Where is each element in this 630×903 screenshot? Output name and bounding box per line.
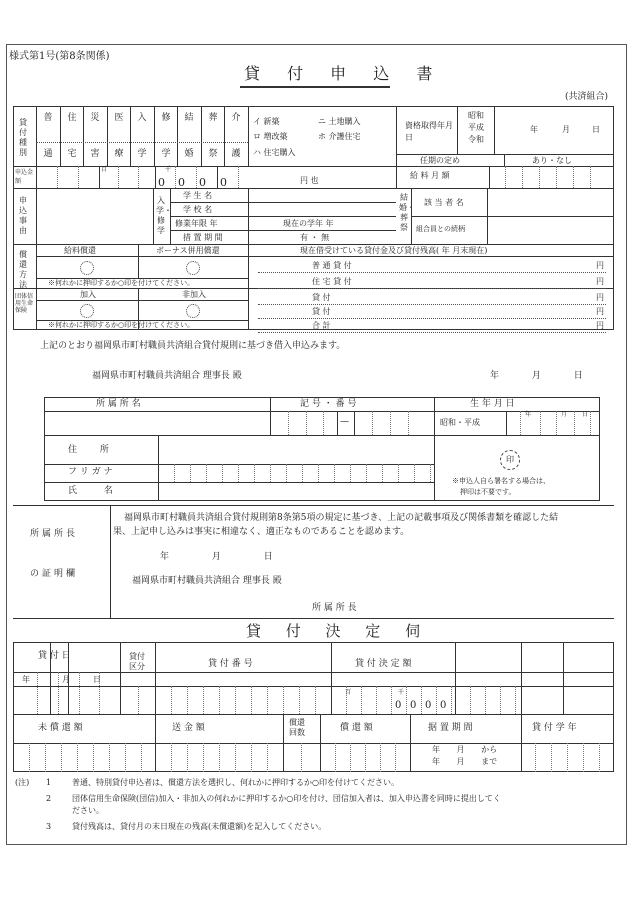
kind-col-6-bottom: 学 xyxy=(161,149,171,159)
dec-month: 月 xyxy=(62,675,70,684)
qual-date-label: 資格取得年月日 xyxy=(405,121,453,142)
amount-digit: 0 xyxy=(220,176,227,189)
kind-col-7-top: 結 xyxy=(184,113,194,123)
qual-month: 月 xyxy=(562,125,570,134)
addr-label: 住 所 xyxy=(68,445,109,455)
form-number: 様式第1号(第8条関係) xyxy=(9,51,110,62)
dec-repay-header: 償 還 額 xyxy=(340,723,373,733)
kind-col-5-top: 入 xyxy=(137,113,147,123)
housing-opt-4: ニ 土地購入 xyxy=(318,117,361,126)
amount-digit: 0 xyxy=(178,176,185,189)
dec-no-header: 貸 付 番 号 xyxy=(208,659,253,669)
housing-opt-5: ホ 介護住宅 xyxy=(318,132,361,141)
amount-digit: 0 xyxy=(158,176,165,189)
kind-col-3-bottom: 害 xyxy=(90,149,100,159)
kind-col-1-bottom: 通 xyxy=(43,149,53,159)
study-years: 修業年限 年 xyxy=(175,219,218,228)
reason-label: 申込事由 xyxy=(19,196,27,235)
repay-opt-salary: 給料償還 xyxy=(64,246,96,255)
cert-label-1: 所属所長 xyxy=(30,529,79,539)
cert-text-2: 果、上記申し込みは事実に相違なく、適正なものであることを認めます。 xyxy=(113,527,410,537)
study-school: 学 校 名 xyxy=(183,205,213,214)
cert-text-1: 福岡県市町村職員共済組合貸付規則第8条第5項の規定に基づき、上記の記載事項及び関係書類を確認した結 xyxy=(124,513,559,523)
dec-from: 年 月 から xyxy=(432,745,498,754)
dec-digit: 0 xyxy=(425,700,432,711)
dec-year: 年 xyxy=(22,675,30,684)
member-dept-header: 所 属 所 名 xyxy=(96,399,141,409)
page-title: 貸 付 申 込 書 xyxy=(244,64,444,83)
marriage-label: 結婚・葬祭 xyxy=(399,193,415,232)
apply-date: 年 月 日 xyxy=(490,371,583,381)
era-showa: 昭和 xyxy=(468,111,484,120)
dec-unpaid-header: 未 償 還 額 xyxy=(38,723,83,733)
cert-to: 福岡県市町村職員共済組合 理事長 殿 xyxy=(132,576,282,586)
repay-opt-bonus: ボーナス併用償還 xyxy=(156,246,220,255)
birth-year: 年 xyxy=(525,411,532,418)
note-3-text: 貸付残高は、貸付月の末日現在の残高(未償還額)を記入してください。 xyxy=(72,822,327,831)
balance-header: 現在借受けている貸付金及び貸付残高( 年 月末現在) xyxy=(300,246,488,255)
balance-yen-2: 円 xyxy=(596,277,604,286)
dec-thousand: 千 xyxy=(398,689,405,696)
group-nojoin-circle[interactable] xyxy=(186,304,200,318)
balance-yen-3: 円 xyxy=(596,293,604,302)
decision-table xyxy=(13,642,614,772)
birth-day: 日 xyxy=(582,411,589,418)
group-join-circle[interactable] xyxy=(80,304,94,318)
balance-yen-5: 円 xyxy=(596,321,604,330)
salary-label: 給 料 月 額 xyxy=(410,171,450,180)
balance-row-1: 普 通 貸 付 xyxy=(312,261,352,270)
study-period: 措 置 期 間 xyxy=(183,233,223,242)
balance-row-2: 住 宅 貸 付 xyxy=(312,277,352,286)
kind-col-8-bottom: 祭 xyxy=(208,149,218,159)
seal-note-2: 押印は不要です。 xyxy=(460,488,516,496)
amount-label: 申込金額 xyxy=(15,169,34,185)
housing-opt-3: ハ 住宅購入 xyxy=(253,148,296,157)
repay-note: ※何れかに押印するか○印を付けてください。 xyxy=(48,279,195,287)
term-label: 任期の定め xyxy=(420,156,460,165)
apply-to: 福岡県市町村職員共済組合 理事長 殿 xyxy=(92,371,242,381)
note-2-text-2: ださい。 xyxy=(72,806,104,815)
note-1-no: 1 xyxy=(46,778,52,787)
member-birth-header: 生 年 月 日 xyxy=(470,399,515,409)
seal-mark[interactable]: 印 xyxy=(500,450,520,470)
kind-col-1-top: 普 xyxy=(43,113,53,123)
cert-date: 年 月 日 xyxy=(160,552,273,562)
note-2-no: 2 xyxy=(46,794,52,803)
member-no-header: 記 号 ・ 番 号 xyxy=(300,399,357,409)
era-reiwa: 令和 xyxy=(468,135,484,144)
dec-to: 年 月 まで xyxy=(432,757,498,766)
kana-label: フ リ ガ ナ xyxy=(68,467,113,477)
seal-note-1: ※申込人自ら署名する場合は、 xyxy=(452,477,550,485)
decision-title: 貸 付 決 定 伺 xyxy=(246,622,431,640)
notes-label: (注) xyxy=(15,778,30,787)
group-join: 加入 xyxy=(80,290,96,299)
dec-digit: 0 xyxy=(395,700,402,711)
kind-col-5-bottom: 学 xyxy=(137,149,147,159)
note-3-no: 3 xyxy=(46,822,52,831)
amount-hundred: 百 xyxy=(101,166,108,173)
cert-chief: 所 属 所 長 xyxy=(312,603,357,613)
dec-amount-header: 貸 付 決 定 額 xyxy=(355,659,412,669)
kind-col-4-bottom: 療 xyxy=(114,149,124,159)
balance-row-5: 合 計 xyxy=(312,321,331,330)
kind-col-6-top: 修 xyxy=(161,113,171,123)
dec-digit: 0 xyxy=(440,700,447,711)
kind-col-3-top: 災 xyxy=(90,113,100,123)
kind-col-9-top: 介 xyxy=(231,113,241,123)
term-value: あり・なし xyxy=(532,156,572,165)
dec-count-header: 償還回数 xyxy=(289,718,305,737)
birth-month: 月 xyxy=(561,411,568,418)
qual-year: 年 xyxy=(530,125,538,134)
qual-day: 日 xyxy=(592,125,600,134)
birth-era: 昭和・平成 xyxy=(440,418,480,427)
study-student: 学 生 名 xyxy=(183,191,213,200)
study-current-year: 現在の学年 年 xyxy=(283,219,334,228)
relation-label: 組合員との続柄 xyxy=(416,225,465,233)
org-label: (共済組合) xyxy=(565,92,609,102)
dec-date-header: 貸 付 日 xyxy=(38,651,71,661)
housing-opt-2: ロ 増改築 xyxy=(253,132,288,141)
kind-col-2-bottom: 宅 xyxy=(67,149,77,159)
dec-school-header: 貸 付 学 年 xyxy=(532,723,577,733)
balance-yen-4: 円 xyxy=(596,307,604,316)
dec-hundred: 百 xyxy=(345,689,352,696)
dec-defer-header: 据 置 期 間 xyxy=(428,723,473,733)
group-nojoin: 非加入 xyxy=(182,290,206,299)
group-label: 団体信用生命保険 xyxy=(15,293,34,314)
name-label: 氏 名 xyxy=(68,486,113,496)
amount-digit: 0 xyxy=(199,176,206,189)
member-table xyxy=(44,397,600,501)
apply-text: 上記のとおり福岡県市町村職員共済組合貸付規則に基づき借入申込みます。 xyxy=(40,341,346,351)
amount-thousand: 千 xyxy=(165,166,172,173)
era-heisei: 平成 xyxy=(468,123,484,132)
member-no-dash: — xyxy=(340,417,349,427)
group-note: ※何れかに押印するか○印を付けてください。 xyxy=(48,321,195,329)
kind-col-4-top: 医 xyxy=(114,113,124,123)
repay-bonus-circle[interactable] xyxy=(186,261,200,275)
study-label: 入学・修学 xyxy=(156,196,172,235)
kind-col-2-top: 住 xyxy=(67,113,77,123)
kind-col-7-bottom: 婚 xyxy=(184,149,194,159)
note-2-text: 団体信用生命保険(団信)加入・非加入の何れかに押印するか○印を付け、団信加入者は、加入申込書を同時に提出してく xyxy=(72,794,501,803)
kind-label: 貸付種別 xyxy=(19,118,27,157)
dec-day: 日 xyxy=(93,675,101,684)
study-yes-no: 有 ・ 無 xyxy=(300,233,330,242)
dec-send-header: 送 金 額 xyxy=(172,723,205,733)
repay-label: 償還方法 xyxy=(19,250,27,289)
amount-yen: 円 也 xyxy=(300,176,319,185)
housing-opt-1: イ 新築 xyxy=(253,117,280,126)
balance-row-3: 貸 付 xyxy=(312,293,331,302)
repay-salary-circle[interactable] xyxy=(80,261,94,275)
dec-digit: 0 xyxy=(410,700,417,711)
dec-kind-header: 貸付区分 xyxy=(129,652,145,671)
kind-col-9-bottom: 護 xyxy=(231,149,241,159)
balance-row-4: 貸 付 xyxy=(312,307,331,316)
person-label: 該 当 者 名 xyxy=(424,198,464,207)
kind-col-8-top: 葬 xyxy=(208,113,218,123)
note-1-text: 普通、特別貸付申込者は、償還方法を選択し、何れかに押印するか○印を付けてください。 xyxy=(72,778,399,787)
cert-label-2: の証明欄 xyxy=(30,569,79,579)
balance-yen-1: 円 xyxy=(596,261,604,270)
